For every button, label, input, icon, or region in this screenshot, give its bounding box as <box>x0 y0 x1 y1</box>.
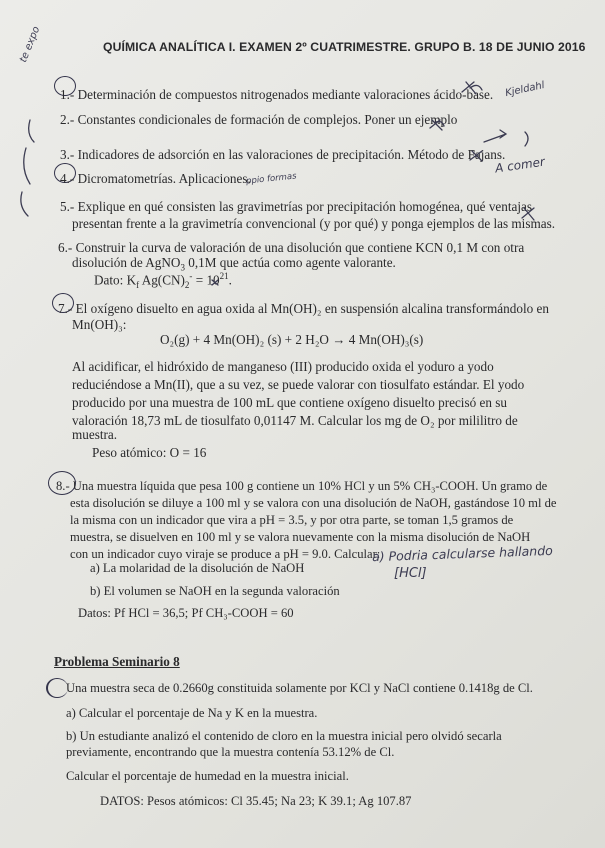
question-8-para-4: muestra, se disuelven en 100 ml y se valora nuevamente con la misma disolución de NaOH <box>70 530 531 544</box>
question-4: 4.- Dicromatometrías. Aplicaciones. <box>60 171 251 186</box>
seminar-title: Problema Seminario 8 <box>54 654 180 669</box>
question-8-part-b: b) El volumen se NaOH en la segunda valoración <box>90 584 340 598</box>
question-7-line-2: Mn(OH)₃: <box>72 317 127 332</box>
arrow-mark-q3 <box>484 130 506 142</box>
scribble-mark-q3 <box>470 151 482 161</box>
question-7-para-5: muestra. <box>72 427 118 442</box>
question-2: 2.- Constantes condicionales de formación de complejos. Poner un ejemplo <box>60 112 458 127</box>
handwritten-note-kjeldahl: Kjeldahl <box>504 79 546 100</box>
question-7-equation: O₂(g) + 4 Mn(OH)₂ (s) + 2 H₂O → 4 Mn(OH)₃(s) <box>160 332 424 347</box>
question-8-para-2: esta disolución se diluye a 100 ml y se valora con una disolución de NaOH, gastándose 10 ml de <box>70 496 557 510</box>
seminar-part-c: Calcular el porcentaje de humedad en la muestra inicial. <box>66 769 349 783</box>
seminar-part-b-line-1: b) Un estudiante analizó el contenido de cloro en la muestra inicial pero olvidó secarla <box>66 729 502 743</box>
handwritten-note-q8-line-1: a) Podria calcularse hallando <box>371 542 554 565</box>
seminar-part-a: a) Calcular el porcentaje de Na y K en la muestra. <box>66 706 318 720</box>
seminar-para-1: Una muestra seca de 0.2660g constituida solamente por KCl y NaCl contiene 0.1418g de Cl. <box>66 681 533 695</box>
question-8-part-a: a) La molaridad de la disolución de NaOH <box>90 561 305 575</box>
handwritten-note-q8-line-2: [HCl] <box>394 566 427 581</box>
scribble-mark-q1 <box>462 82 482 94</box>
question-7-para-2: reduciéndose a Mn(II), que a su vez, se puede valorar con tiosulfato estándar. El yodo <box>72 377 525 392</box>
question-5-line-2: presentan frente a la gravimetría convencional (y por qué) y ponga ejemplos de las mismas. <box>72 216 556 231</box>
exam-title: QUÍMICA ANALÍTICA I. EXAMEN 2º CUATRIMESTRE. GRUPO B. 18 DE JUNIO 2016 <box>103 40 586 54</box>
question-6-line-1: 6.- Construir la curva de valoración de una disolución que contiene KCN 0,1 M con otra <box>58 240 525 255</box>
seminar-part-b-line-2: previamente, encontrando que la muestra contenía 53.12% de Cl. <box>66 745 395 759</box>
scribble-mark-q5 <box>522 208 534 220</box>
question-7-line-1: 7.- El oxígeno disuelto en agua oxida al Mn(OH)₂ en suspensión alcalina transformándolo en <box>58 301 549 316</box>
question-3: 3.- Indicadores de adsorción en las valoraciones de precipitación. Método de Fajans. <box>60 147 506 162</box>
handwritten-note-q4: ppio formas <box>245 171 298 187</box>
seminar-data: DATOS: Pesos atómicos: Cl 35.45; Na 23; K 39.1; Ag 107.87 <box>100 794 412 808</box>
scribble-mark-left <box>21 120 34 216</box>
handwritten-note-top-left: te expo <box>18 24 43 65</box>
question-5-line-1: 5.- Explique en qué consisten las gravimetrías por precipitación homogénea, qué ventajas <box>60 199 533 214</box>
bracket-mark-q3 <box>525 132 528 146</box>
question-8-para-3: la misma con un indicador que vira a pH = 3.5, y por otra parte, se toman 1,5 gramos de <box>70 513 514 527</box>
question-7-data: Peso atómico: O = 16 <box>92 445 207 460</box>
question-7-para-3: producido por una muestra de 100 mL que contiene oxígeno disuelto precisó en su <box>72 395 507 410</box>
question-8-para-5: con un indicador cuyo viraje se produce a pH = 9.0. Calcular: <box>70 547 381 561</box>
question-7-para-1: Al acidificar, el hidróxido de manganeso (III) producido oxida el yoduro a yodo <box>72 359 494 374</box>
question-6-line-2: disolución de AgNO$_3$ 0,1M que actúa como agente valorante. <box>72 255 396 273</box>
question-6-data: Dato: $K_f$ $Ag(CN)_2^- = 10^{21}$. <box>94 271 232 291</box>
tick-mark-q6 <box>212 280 218 285</box>
question-1: 1.- Determinación de compuestos nitrogenados mediante valoraciones ácido-base. <box>60 87 494 102</box>
question-8-data: Datos: Pf HCl = 36,5; Pf CH₃-COOH = 60 <box>78 606 294 620</box>
question-8-para-1: 8.- Una muestra líquida que pesa 100 g contiene un 10% HCl y un 5% CH₃-COOH. Un gramo de <box>56 479 548 493</box>
handwritten-note-a-comer: A comer <box>494 154 546 176</box>
question-7-para-4: valoración 18,73 mL de tiosulfato 0,01147 M. Calcular los mg de O₂ por mililitro de <box>72 413 518 428</box>
scribble-mark-q2 <box>430 120 444 130</box>
